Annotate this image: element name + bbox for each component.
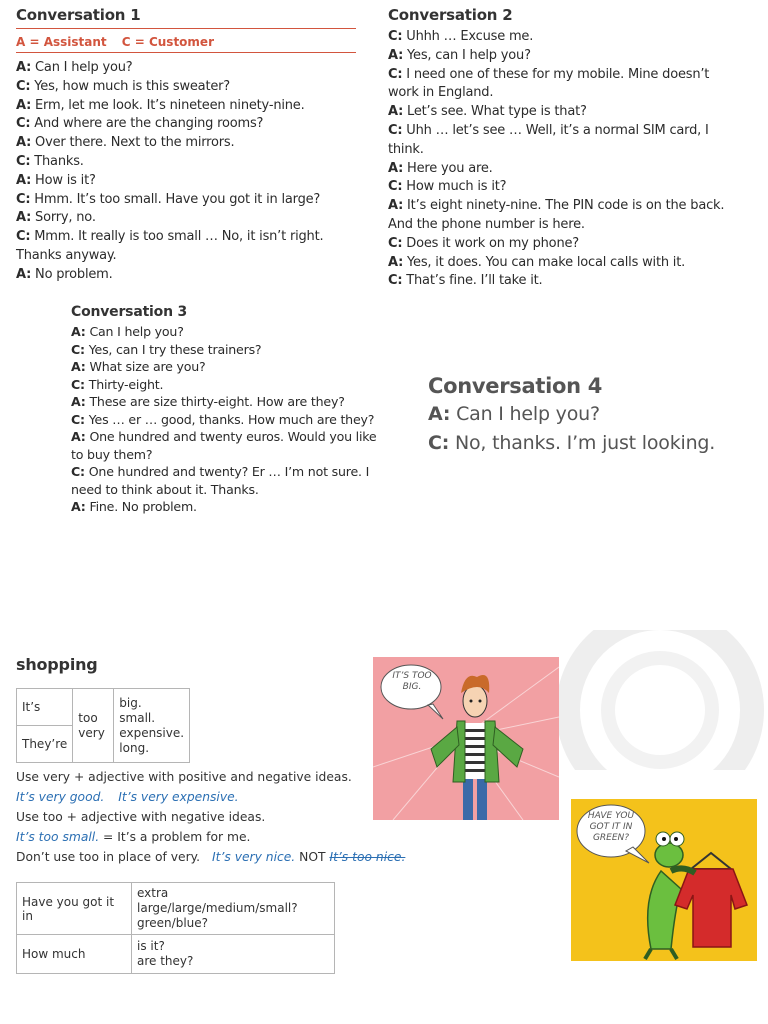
speaker-label: A: xyxy=(16,97,32,113)
speaker-label: A: xyxy=(428,403,451,425)
note-text: Don’t use too in place of very. xyxy=(16,850,201,864)
dialogue-text: Yes, how much is this sweater? xyxy=(34,78,230,94)
dialogue-line xyxy=(428,400,748,429)
conversation-2 xyxy=(388,6,733,291)
example: It’s very good. xyxy=(16,790,105,804)
speaker-label: C: xyxy=(388,235,403,251)
dialogue-text: Can I help you? xyxy=(35,60,133,75)
speaker-label: C: xyxy=(16,153,31,169)
note-dont xyxy=(16,847,405,867)
dialogue-text: That’s fine. I’ll take it. xyxy=(406,273,543,289)
dialogue-line xyxy=(71,341,383,359)
speech-bubble-text xyxy=(387,671,437,693)
dialogue-line xyxy=(71,358,383,376)
speaker-label: C: xyxy=(71,464,85,479)
dialogue-text: Uhh … let’s see … Well, it’s a normal SIM card, I think. xyxy=(388,122,709,157)
dialogue-text: What size are you? xyxy=(89,359,206,374)
dialogue-line xyxy=(388,178,726,197)
dialogue-text: Yes, it does. You can make local calls with it. xyxy=(407,254,686,270)
note-very: Use very + adjective with positive and negative ideas. xyxy=(16,770,352,784)
dialogue-text: Thirty-eight. xyxy=(88,376,164,392)
speaker-label: C: xyxy=(388,273,403,289)
dialogue-line xyxy=(388,197,726,235)
dialogue-line xyxy=(16,153,336,172)
dialogue-text: One hundred and twenty? Er … I’m not sure. I need to think about it. Thanks. xyxy=(71,464,370,497)
dialogue-line xyxy=(16,209,336,228)
conversation-1 xyxy=(16,6,356,285)
dialogue-text: And where are the changing rooms? xyxy=(34,116,264,132)
dialogue-line xyxy=(71,376,383,394)
dialogue-text: Thanks. xyxy=(34,153,84,169)
note-too: Use too + adjective with negative ideas. xyxy=(16,810,266,824)
word-very: very xyxy=(78,725,105,740)
dialogue-line xyxy=(16,78,336,97)
conversation-1-title: Conversation 1 xyxy=(16,6,141,24)
dialogue-line xyxy=(16,266,336,285)
examples-very xyxy=(16,787,405,807)
divider xyxy=(16,52,356,53)
word-too: too xyxy=(78,710,98,725)
speaker-label: A: xyxy=(388,104,404,120)
speaker-label: A: xyxy=(16,135,32,151)
speaker-key xyxy=(16,31,356,50)
speaker-label: A: xyxy=(388,47,404,63)
conversation-2-title: Conversation 2 xyxy=(388,6,513,24)
dialogue-text: Does it work on my phone? xyxy=(406,235,579,251)
key-assistant: A = Assistant xyxy=(16,35,107,49)
dialogue-text: Sorry, no. xyxy=(35,210,96,226)
dialogue-text: How is it? xyxy=(35,172,96,188)
speaker-label: A: xyxy=(71,499,86,514)
option-colours: green/blue? xyxy=(137,916,209,930)
dialogue-line xyxy=(388,66,726,104)
cell-theyre: They’re xyxy=(17,726,73,763)
dialogue-line xyxy=(71,498,383,516)
conversation-3-title: Conversation 3 xyxy=(71,304,188,320)
example: It’s very nice. xyxy=(212,850,296,864)
dialogue-text: Erm, let me look. It’s nineteen ninety-nine. xyxy=(35,97,305,113)
example: It’s too small. xyxy=(16,830,100,844)
dialogue-text: Can I help you? xyxy=(89,324,184,339)
dialogue-line xyxy=(71,393,383,411)
dialogue-text: I need one of these for my mobile. Mine doesn’t work in England. xyxy=(388,66,710,101)
speaker-label: A: xyxy=(71,394,86,409)
option-sizes: extra large/large/medium/small? xyxy=(137,886,298,915)
dialogue-text: Can I help you? xyxy=(456,403,600,425)
dialogue-line xyxy=(388,160,726,179)
decorative-circle xyxy=(530,630,768,770)
speech-bubble-text xyxy=(581,811,641,844)
dialogue-text: Hmm. It’s too small. Have you got it in large? xyxy=(34,191,321,207)
speaker-label: A: xyxy=(16,172,32,188)
grammar-notes xyxy=(16,767,405,867)
speaker-label: C: xyxy=(388,29,403,44)
dialogue-text: Mmm. It really is too small … No, it isn’t right. Thanks anyway. xyxy=(16,229,324,263)
shopping-heading: shopping xyxy=(16,655,98,674)
speaker-label: C: xyxy=(16,78,31,94)
dialogue-text: No, thanks. I’m just looking. xyxy=(455,432,716,454)
cartoon-man-sweater xyxy=(373,657,559,820)
speaker-label: A: xyxy=(71,324,86,339)
dialogue-line xyxy=(388,272,726,291)
dialogue-text: Let’s see. What type is that? xyxy=(407,104,587,120)
dialogue-text: It’s eight ninety-nine. The PIN code is on the back. And the phone number is here. xyxy=(388,198,725,232)
speaker-label: C: xyxy=(71,411,85,427)
bubble-line: GREEN? xyxy=(592,833,630,843)
speaker-label: C: xyxy=(16,191,31,207)
dialogue-line xyxy=(71,411,383,429)
dialogue-text: Yes, can I try these trainers? xyxy=(88,341,262,357)
dialogue-line xyxy=(388,235,726,254)
speaker-label: A: xyxy=(71,429,86,444)
dialogue-line xyxy=(388,28,726,47)
dialogue-line xyxy=(16,172,336,191)
speaker-label: C: xyxy=(16,229,31,245)
speaker-label: A: xyxy=(71,359,86,374)
cell-is-are xyxy=(132,935,335,974)
dialogue-line xyxy=(71,463,383,498)
dialogue-text: One hundred and twenty euros. Would you like to buy them? xyxy=(71,429,377,462)
dialogue-text: These are size thirty-eight. How are they? xyxy=(89,394,345,409)
cell-how-much: How much xyxy=(17,935,132,974)
dialogue-line xyxy=(16,191,336,210)
option-are-they: are they? xyxy=(137,954,194,968)
dialogue-line xyxy=(71,323,383,341)
cell-its: It’s xyxy=(17,689,73,726)
not-label: NOT xyxy=(299,850,326,864)
key-customer: C = Customer xyxy=(121,35,214,49)
dialogue-line xyxy=(71,428,383,463)
adjective: expensive. xyxy=(119,725,185,740)
dialogue-text: Yes … er … good, thanks. How much are they? xyxy=(88,411,375,427)
conversation-3 xyxy=(71,304,391,516)
conversation-4-title: Conversation 4 xyxy=(428,374,603,398)
adjective: small. xyxy=(119,710,156,725)
cell-adjectives xyxy=(114,689,190,763)
dialogue-text: Yes, can I help you? xyxy=(407,47,531,63)
cartoon-frog-jumper xyxy=(571,799,757,961)
bubble-line: IT’S TOO xyxy=(392,671,432,681)
example-too xyxy=(16,827,405,847)
speaker-label: C: xyxy=(16,116,31,132)
divider xyxy=(16,28,356,29)
option-is-it: is it? xyxy=(137,939,165,953)
adjective: long. xyxy=(119,740,150,755)
speaker-label: A: xyxy=(388,254,404,270)
dialogue-text: Uhhh … Excuse me. xyxy=(406,29,534,44)
dialogue-line xyxy=(388,47,726,66)
speaker-label: A: xyxy=(16,60,32,75)
speaker-label: C: xyxy=(428,432,450,454)
speaker-label: C: xyxy=(388,179,403,195)
dialogue-line xyxy=(388,254,726,273)
speaker-label: A: xyxy=(16,210,32,226)
dialogue-text: Over there. Next to the mirrors. xyxy=(35,135,235,151)
dialogue-line xyxy=(16,59,336,78)
cell-too-very xyxy=(73,689,114,763)
dialogue-text: Here you are. xyxy=(407,160,493,176)
grammar-table-questions xyxy=(16,882,335,974)
bubble-line: GOT IT IN xyxy=(589,822,633,832)
example-explanation: = It’s a problem for me. xyxy=(99,830,251,844)
wrong-example: It’s too nice. xyxy=(329,850,406,864)
bubble-line: HAVE YOU xyxy=(587,811,635,821)
dialogue-text: How much is it? xyxy=(406,179,507,195)
adjective: big. xyxy=(119,695,142,710)
bubble-line: BIG. xyxy=(402,682,422,692)
example: It’s very expensive. xyxy=(118,790,239,804)
conversation-4 xyxy=(428,374,748,458)
dialogue-line xyxy=(16,228,336,266)
speaker-label: C: xyxy=(71,341,85,357)
cell-have-you-got: Have you got it in xyxy=(17,883,132,935)
dialogue-line xyxy=(388,122,726,160)
grammar-table-very-too xyxy=(16,688,190,763)
dialogue-line xyxy=(428,429,748,458)
speaker-label: A: xyxy=(388,160,404,176)
speaker-label: C: xyxy=(71,376,85,392)
dialogue-line xyxy=(388,103,726,122)
dialogue-line xyxy=(16,134,336,153)
dialogue-text: Fine. No problem. xyxy=(89,499,197,514)
speaker-label: A: xyxy=(388,198,404,214)
dialogue-line xyxy=(16,97,336,116)
speaker-label: A: xyxy=(16,266,32,282)
speaker-label: C: xyxy=(388,66,403,82)
dialogue-text: No problem. xyxy=(35,266,113,282)
speaker-label: C: xyxy=(388,122,403,138)
cell-options xyxy=(132,883,335,935)
dialogue-line xyxy=(16,115,336,134)
